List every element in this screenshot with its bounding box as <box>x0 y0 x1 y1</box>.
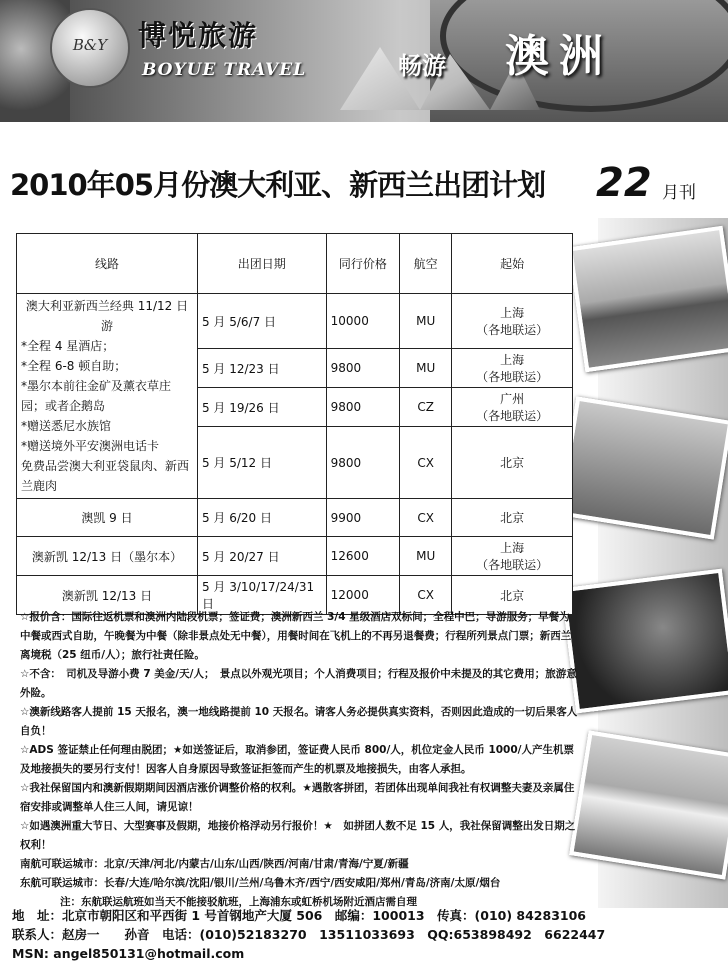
tour-plan-table <box>16 233 573 615</box>
price-cell: 9800 <box>326 427 399 499</box>
price-cell: 9800 <box>326 349 399 388</box>
note-visa: ☆ADS 签证禁止任何理由脱团；★如送签证后，取消参团，签证费人民币 800/人，机位定金人民币 1000/人产生机票及地接损失的要另行支付！因客人自身原因导致签证拒签而产生的机票及地接损失，由客人承担。 <box>20 744 575 775</box>
origin-city: 广州 <box>500 392 525 406</box>
parliament-building-photo <box>569 730 728 879</box>
header-price: 同行价格 <box>326 234 399 294</box>
price-cell: 12000 <box>326 576 399 615</box>
table-header-row <box>17 234 573 294</box>
airline-cell: MU <box>400 349 452 388</box>
note-mu-cities: 东航可联运城市：长春/大连/哈尔滨/沈阳/银川/兰州/乌鲁木齐/西宁/西安咸阳/郑州/青岛/济南/太原/烟台 <box>20 877 501 889</box>
origin-cell: 北京 <box>452 576 573 615</box>
airline-cell: CZ <box>400 388 452 427</box>
header-route: 线路 <box>17 234 198 294</box>
origin-city: 上海 <box>500 306 525 320</box>
airline-cell: CX <box>400 427 452 499</box>
route-feature: 免费品尝澳大利亚袋鼠肉、新西兰鹿肉 <box>21 459 190 493</box>
date-cell: 5 月 5/12 日 <box>197 427 326 499</box>
origin-note: （各地联运） <box>476 370 549 384</box>
kangaroo-field-photo <box>558 396 728 539</box>
origin-city: 上海 <box>500 353 525 367</box>
city-skyline-photo <box>568 226 728 372</box>
terms-notes <box>20 608 580 912</box>
footer-address: 地 址：北京市朝阳区和平西街 1 号首钢地产大厦 506 邮编：100013 传真：(010) 84283106 <box>12 908 586 923</box>
note-price-excludes: ☆不含： 司机及导游小费 7 美金/天/人； 景点以外观光项目；个人消费项目；行程及报价中未提及的其它费用；旅游意外险。 <box>20 668 577 699</box>
price-cell: 9900 <box>326 499 399 537</box>
header-origin: 起始 <box>452 234 573 294</box>
route-name-cell: 澳凯 9 日 <box>17 499 198 537</box>
route-feature: *赠送境外平安澳洲电话卡 <box>21 439 160 453</box>
coral-reef-photo <box>561 569 728 714</box>
origin-note: （各地联运） <box>476 409 549 423</box>
origin-cell <box>452 427 573 499</box>
note-price-includes: ☆报价含：国际往返机票和澳洲内陆段机票；签证费；澳洲新西兰 3/4 星级酒店双标间；全程中巴；导游服务；早餐为中餐或西式自助，午晚餐为中餐（除非景点处无中餐），用餐时间在飞机上的不再另退餐费；行程所列景点门票；新西兰离境税（25 纽币/人）；旅行社责任险。 <box>20 611 572 661</box>
date-cell: 5 月 6/20 日 <box>197 499 326 537</box>
note-hotel: 注：东航联运航班如当天不能接驳航班，上海浦东或虹桥机场附近酒店需自理 <box>60 896 417 908</box>
date-cell: 5 月 19/26 日 <box>197 388 326 427</box>
monthly-label: 月刊 <box>662 183 696 203</box>
note-pricing-rights: ☆我社保留国内和澳新假期期间因酒店涨价调整价格的权利。★遇散客拼团，若团体出现单间我社有权调整夫妻及亲属住宿安排或调整单人住三人间，请见谅！ <box>20 782 575 813</box>
logo-text: B&Y <box>72 36 108 54</box>
origin-note: （各地联运） <box>476 323 549 337</box>
contact-footer <box>12 906 722 963</box>
airline-cell: MU <box>400 294 452 349</box>
date-cell: 5 月 12/23 日 <box>197 349 326 388</box>
origin-cell <box>452 349 573 388</box>
origin-note: （各地联运） <box>476 558 549 572</box>
slogan-small: 畅游 <box>398 52 446 80</box>
origin-cell: 北京 <box>452 499 573 537</box>
route-feature: *赠送悉尼水族馆 <box>21 419 112 433</box>
route-feature: *全程 4 星酒店； <box>21 339 115 353</box>
origin-cell <box>452 294 573 349</box>
brand-name-en: BOYUE TRAVEL <box>142 60 307 80</box>
airline-cell: CX <box>400 499 452 537</box>
route-feature: *全程 6-8 顿自助； <box>21 359 127 373</box>
slogan-big: 澳洲 <box>505 31 613 82</box>
note-registration: ☆澳新线路客人提前 15 天报名，澳一地线路提前 10 天报名。请客人务必提供真实资料，否则因此造成的一切后果客人自负！ <box>20 706 578 737</box>
price-cell: 9800 <box>326 388 399 427</box>
footer-msn: MSN: angel850131@hotmail.com <box>12 946 245 961</box>
table-row <box>17 537 573 576</box>
page-title: 2010年05月份澳大利亚、新西兰出团计划 <box>10 168 546 202</box>
issue-number: 22 <box>596 160 652 206</box>
route-name-cell: 澳新凯 12/13 日（墨尔本） <box>17 537 198 576</box>
origin-city: 上海 <box>500 541 525 555</box>
airline-cell: CX <box>400 576 452 615</box>
route-name-cell: 澳新凯 12/13 日 <box>17 576 198 615</box>
origin-city: 北京 <box>500 456 525 470</box>
route-feature: *墨尔本前往金矿及薰衣草庄园；或者企鹅岛 <box>21 379 172 413</box>
header-banner <box>0 0 728 122</box>
date-cell: 5 月 5/6/7 日 <box>197 294 326 349</box>
origin-cell <box>452 537 573 576</box>
date-cell: 5 月 20/27 日 <box>197 537 326 576</box>
note-holidays: ☆如遇澳洲重大节日、大型赛事及假期，地接价格浮动另行报价！★ 如拼团人数不足 15 人，我社保留调整出发日期之权利！ <box>20 820 576 851</box>
route-name: 澳大利亚新西兰经典 11/12 日游 <box>25 299 189 333</box>
header-airline: 航空 <box>400 234 452 294</box>
company-logo <box>50 8 130 88</box>
date-cell: 5 月 3/10/17/24/31 日 <box>197 576 326 615</box>
route-detail-cell <box>17 294 198 499</box>
airline-cell: MU <box>400 537 452 576</box>
table-row <box>17 499 573 537</box>
price-cell: 12600 <box>326 537 399 576</box>
header-date: 出团日期 <box>197 234 326 294</box>
footer-contact: 联系人：赵房一 孙音 电话：(010)52183270 13511033693 QQ:653898492 6622447 <box>12 927 606 942</box>
origin-cell <box>452 388 573 427</box>
price-cell: 10000 <box>326 294 399 349</box>
table-row <box>17 294 573 349</box>
brand-name-cn: 博悦旅游 <box>138 19 259 52</box>
note-cz-cities: 南航可联运城市：北京/天津/河北/内蒙古/山东/山西/陕西/河南/甘肃/青海/宁夏/新疆 <box>20 858 409 870</box>
